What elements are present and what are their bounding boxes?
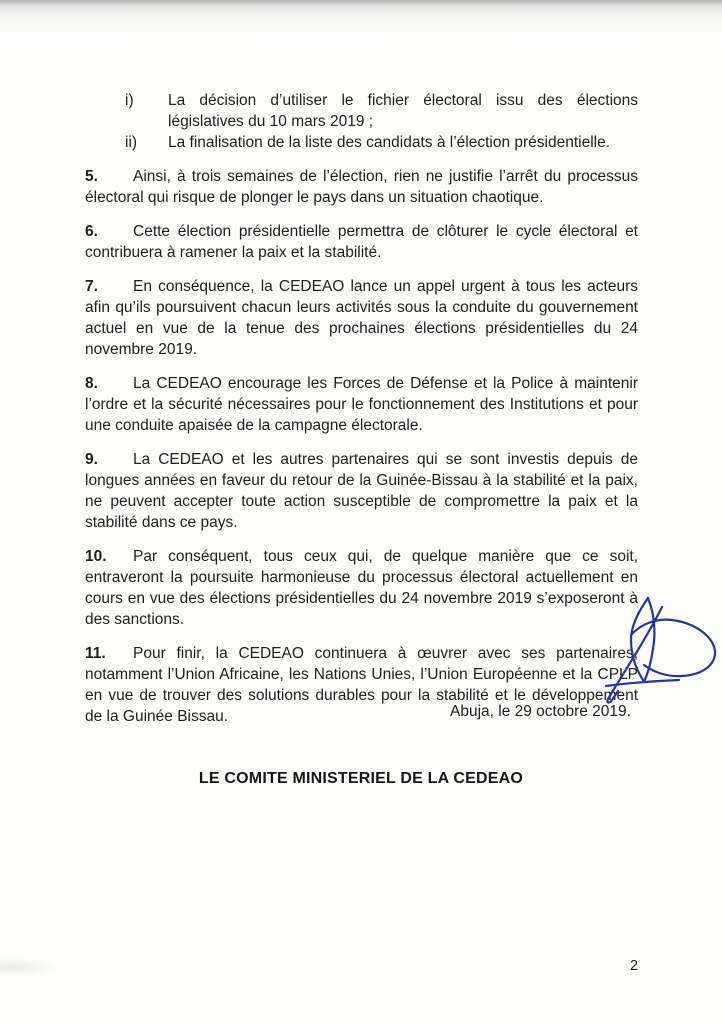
paragraph-7 — [85, 276, 638, 360]
list-item — [125, 90, 638, 132]
roman-numeral-list — [85, 90, 638, 153]
closing-title: LE COMITE MINISTERIEL DE LA CEDEAO — [198, 770, 524, 787]
paragraph-text: Pour finir, la CEDEAO continuera à œuvrer avec ses partenaires, notamment l’Union Africaine, les Nations Unies, l’Union Européenne et la CPLP en vue de trouver des solutions durables pour la stabilité et le développement de la Guinée Bissau. — [85, 645, 638, 725]
paragraph-number: 7. — [85, 278, 98, 295]
scan-smudge-bottom-left — [0, 958, 62, 976]
list-item — [125, 132, 638, 153]
paragraph-9 — [85, 449, 638, 533]
paragraph-number: 8. — [85, 375, 98, 392]
paragraph-number: 9. — [85, 451, 98, 468]
list-marker: ii) — [125, 134, 138, 151]
handwritten-signature — [603, 595, 721, 709]
date-line: Abuja, le 29 octobre 2019. — [450, 703, 631, 720]
paragraph-6 — [85, 221, 638, 263]
paragraph-text: La CEDEAO encourage les Forces de Défense et la Police à maintenir l’ordre et la sécurité nécessaires pour le fonctionnement des Institutions et pour une conduite apaisée de la campagne électorale. — [85, 375, 638, 434]
paragraph-text: En conséquence, la CEDEAO lance un appel urgent à tous les acteurs afin qu’ils poursuivent chacun leurs activités sous la conduite du gouvernement actuel en vue de la tenue des prochaines élections présidentielles du 24 novembre 2019. — [85, 278, 638, 358]
scan-shadow-top — [0, 0, 722, 52]
paragraph-text: La CEDEAO et les autres partenaires qui se sont investis depuis de longues années en faveur du retour de la Guinée-Bissau à la stabilité et la paix, ne peuvent accepter toute action susceptible de compromettre la paix et la stabilité dans ce pays. — [85, 451, 638, 531]
paragraph-number: 10. — [85, 548, 107, 565]
paragraph-number: 5. — [85, 168, 98, 185]
list-item-text: La finalisation de la liste des candidats à l’élection présidentielle. — [168, 134, 611, 151]
paragraph-number: 11. — [85, 645, 106, 662]
list-item-text: La décision d’utiliser le fichier électoral issu des élections législatives du 10 mars 2019 ; — [168, 92, 638, 130]
page-number: 2 — [630, 958, 639, 974]
paragraph-text: Cette élection présidentielle permettra de clôturer le cycle électoral et contribuera à ramener la paix et la stabilité. — [85, 223, 638, 261]
paragraph-number: 6. — [85, 223, 98, 240]
paragraph-5 — [85, 166, 638, 208]
paragraph-text: Ainsi, à trois semaines de l’élection, rien ne justifie l’arrêt du processus électoral qui risque de plonger le pays dans un situation chaotique. — [85, 168, 638, 206]
paragraph-text: Par conséquent, tous ceux qui, de quelque manière que ce soit, entraveront la poursuite harmonieuse du processus électoral actuellement en cours en vue des élections présidentielles du 24 novembre 2019 s’exposeront à des sanctions. — [85, 548, 638, 628]
signature-scribble-icon — [603, 595, 721, 709]
paragraph-10 — [85, 546, 638, 630]
paragraph-8 — [85, 373, 638, 436]
list-marker: i) — [125, 92, 134, 109]
document-body — [85, 90, 638, 727]
